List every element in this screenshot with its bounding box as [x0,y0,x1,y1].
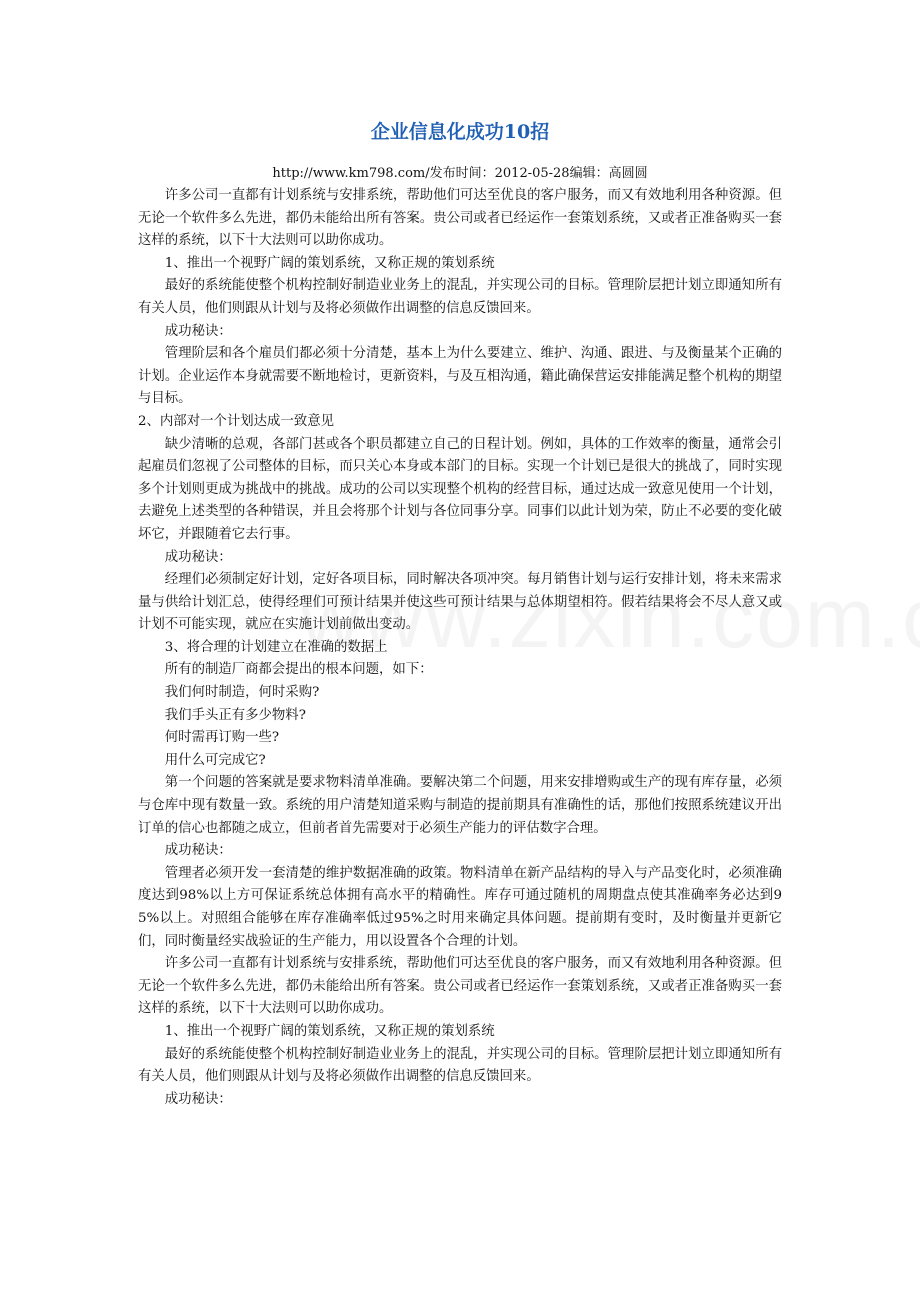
document-body [138,185,782,1111]
paragraph: 所有的制造厂商都会提出的根本问题，如下： [164,662,433,678]
paragraph: 管理阶层和各个雇员们都必须十分清楚，基本上为什么要建立、维护、沟通、跟进、与及衡量某个正确的计划。企业运作本身就需要不断地检讨，更新资料，与及互相沟通，籍此确保营运安排能满足整个机构的期望与目标。 [138,346,782,407]
document-title: 企业信息化成功10招 [370,121,550,143]
paragraph: 第一个问题的答案就是要求物料清单准确。要解决第二个问题，用来安排增购或生产的现有库存量，必须与仓库中现有数量一致。系统的用户清楚知道采购与制造的提前期具有准确性的话，那他们按照系统建议开出订单的信心也都随之成立，但前者首先需要对于必须生产能力的评估数字合理。 [138,775,782,836]
paragraph: 最好的系统能使整个机构控制好制造业业务上的混乱，并实现公司的目标。管理阶层把计划立即通知所有有关人员，他们则跟从计划与及将必须做作出调整的信息反馈回来。 [138,278,782,316]
paragraph: 缺少清晰的总观，各部门甚或各个职员都建立自己的日程计划。例如，具体的工作效率的衡量，通常会引起雇员们忽视了公司整体的目标，而只关心本身或本部门的目标。实现一个计划已是很大的挑战了，同时实现多个计划则更成为挑战中的挑战。成功的公司以实现整个机构的经营目标，通过达成一致意见使用一个计划，去避免上述类型的各种错误，并且会将那个计划与各位同事分享。同事们以此计划为荣，防止不必要的变化破坏它，并跟随着它去行事。 [138,436,782,542]
question-item: 何时需再订购一些? [164,730,280,746]
question-item: 我们何时制造，何时采购? [164,685,320,701]
tips-label: 成功秘诀： [164,843,232,859]
paragraph: 许多公司一直都有计划系统与安排系统，帮助他们可达至优良的客户服务，而又有效地利用各种资源。但无论一个软件多么先进，都仍未能给出所有答案。贵公司或者已经运作一套策划系统，又或者正准备购买一套这样的系统，以下十大法则可以助你成功。 [138,956,782,1017]
paragraph: 许多公司一直都有计划系统与安排系统，帮助他们可达至优良的客户服务，而又有效地利用各种资源。但无论一个软件多么先进，都仍未能给出所有答案。贵公司或者已经运作一套策划系统，又或者正准备购买一套这样的系统，以下十大法则可以助你成功。 [138,188,782,249]
tips-label: 成功秘诀： [164,1091,232,1107]
paragraph: 最好的系统能使整个机构控制好制造业业务上的混乱，并实现公司的目标。管理阶层把计划立即通知所有有关人员，他们则跟从计划与及将必须做作出调整的信息反馈回来。 [138,1046,782,1085]
tips-label: 成功秘诀： [164,323,232,339]
document-page [138,118,782,1111]
section-heading: 2、内部对一个计划达成一致意见 [138,413,334,429]
paragraph: 经理们必须制定好计划，定好各项目标，同时解决各项冲突。每月销售计划与运行安排计划，将未来需求量与供给计划汇总，使得经理们可预计结果并使这些可预计结果与总体期望相符。假若结果将会不尽人意又或计划不可能实现，就应在实施计划前做出变动。 [138,572,782,633]
section-heading: 3、将合理的计划建立在准确的数据上 [164,639,388,655]
document-meta: http://www.km798.com/发布时间：2012-05-28编辑：高圆圆 [272,166,648,181]
paragraph: 管理者必须开发一套清楚的维护数据准确的政策。物料清单在新产品结构的导入与产品变化时，必须准确度达到98%以上方可保证系统总体拥有高水平的精确性。库存可通过随机的周期盘点使其准确率务必达到95%以上。对照组合能够在库存准确率低过95%之时用来确定具体问题。提前期有变时，及时衡量并更新它们，同时衡量经实战验证的生产能力，用以设置各个合理的计划。 [138,865,782,949]
tips-label: 成功秘诀： [164,549,232,565]
section-heading: 1、推出一个视野广阔的策划系统，又称正规的策划系统 [164,1023,495,1039]
question-item: 用什么可完成它? [164,752,266,768]
section-heading: 1、推出一个视野广阔的策划系统，又称正规的策划系统 [164,255,495,271]
question-item: 我们手头正有多少物料? [164,707,306,723]
